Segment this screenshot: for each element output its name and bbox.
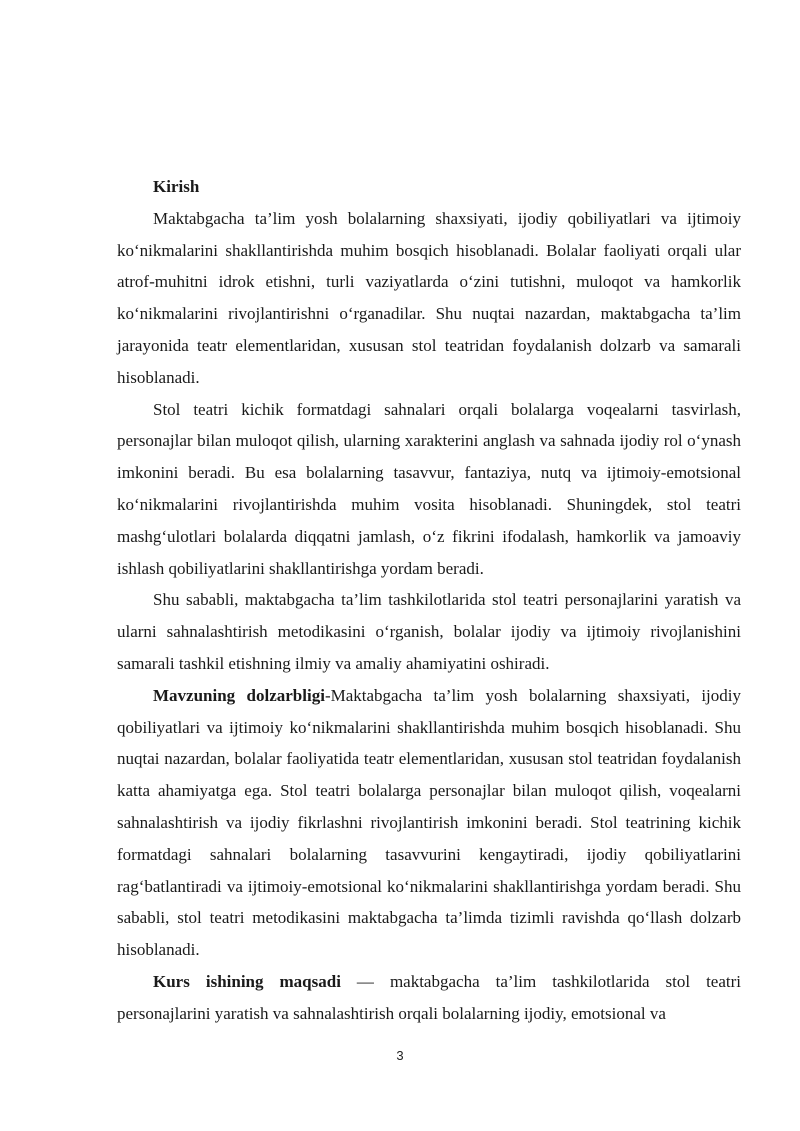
relevance-paragraph bbox=[117, 680, 741, 966]
document-body bbox=[117, 171, 741, 1030]
goal-text: — maktabgacha ta’lim tashkilotlarida stol teatri personajlarini yaratish va sahnalashtirish orqali bolalarning ijodiy, emotsional va bbox=[117, 971, 741, 1023]
intro-paragraph-1: Maktabgacha ta’lim yosh bolalarning shaxsiyati, ijodiy qobiliyatlari va ijtimoiy ko‘nikmalarini shakllantirishda muhim bosqich hisoblanadi. Bolalar faoliyati orqali ular atrof-muhitni idrok etishni, turli vaziyatlarda o‘zini tutishni, muloqot va hamkorlik ko‘nikmalarini rivojlantirishni o‘rganadilar. Shu nuqtai nazardan, maktabgacha ta’lim jarayonida teatr elementlaridan, xususan stol teatridan foydalanish dolzarb va samarali hisoblanadi. bbox=[117, 208, 741, 387]
relevance-text: -Maktabgacha ta’lim yosh bolalarning shaxsiyati, ijodiy qobiliyatlari va ijtimoiy ko‘nikmalarini shakllantirishda muhim bosqich hisoblanadi. Shu nuqtai nazardan, bolalar faoliyatida teatr elementlaridan, xususan stol teatridan foydalanish katta ahamiyatga ega. Stol teatri bolalarga personajlar bilan muloqot qilish, voqealarni sahnalashtirish va ijodiy fikrlashni rivojlantirish imkonini beradi. Stol teatrining kichik formatdagi sahnalari bolalarning tasavvurini kengaytiradi, ijodiy qobiliyatlarini rag‘batlantiradi va ijtimoiy-emotsional ko‘nikmalarini shakllantirishga yordam beradi. Shu sababli, stol teatri metodikasini maktabgacha ta’limda tizimli ravishda qo‘llash dolzarb hisoblanadi. bbox=[117, 685, 741, 960]
relevance-label: Mavzuning dolzarbligi bbox=[153, 685, 325, 705]
intro-paragraph-2: Stol teatri kichik formatdagi sahnalari orqali bolalarga voqealarni tasvirlash, personajlar bilan muloqot qilish, ularning xarakterini anglash va sahnada ijodiy rol o‘ynash imkonini beradi. Bu esa bolalarning tasavvur, fantaziya, nutq va ijtimoiy-emotsional ko‘nikmalarini rivojlantirishda muhim vosita hisoblanadi. Shuningdek, stol teatri mashg‘ulotlari bolalarda diqqatni jamlash, o‘z fikrini ifodalash, hamkorlik va jamoaviy ishlash qobiliyatlarini shakllantirishga yordam beradi. bbox=[117, 399, 741, 578]
section-heading: Kirish bbox=[153, 177, 200, 196]
page-number: 3 bbox=[396, 1048, 404, 1063]
goal-label: Kurs ishining maqsadi bbox=[153, 971, 341, 991]
goal-paragraph bbox=[117, 966, 741, 1030]
intro-paragraph-3: Shu sababli, maktabgacha ta’lim tashkilotlarida stol teatri personajlarini yaratish va ularni sahnalashtirish metodikasini o‘rganish, bolalar ijodiy va ijtimoiy rivojlanishini samarali tashkil etishning ilmiy va amaliy ahamiyatini oshiradi. bbox=[117, 590, 741, 673]
